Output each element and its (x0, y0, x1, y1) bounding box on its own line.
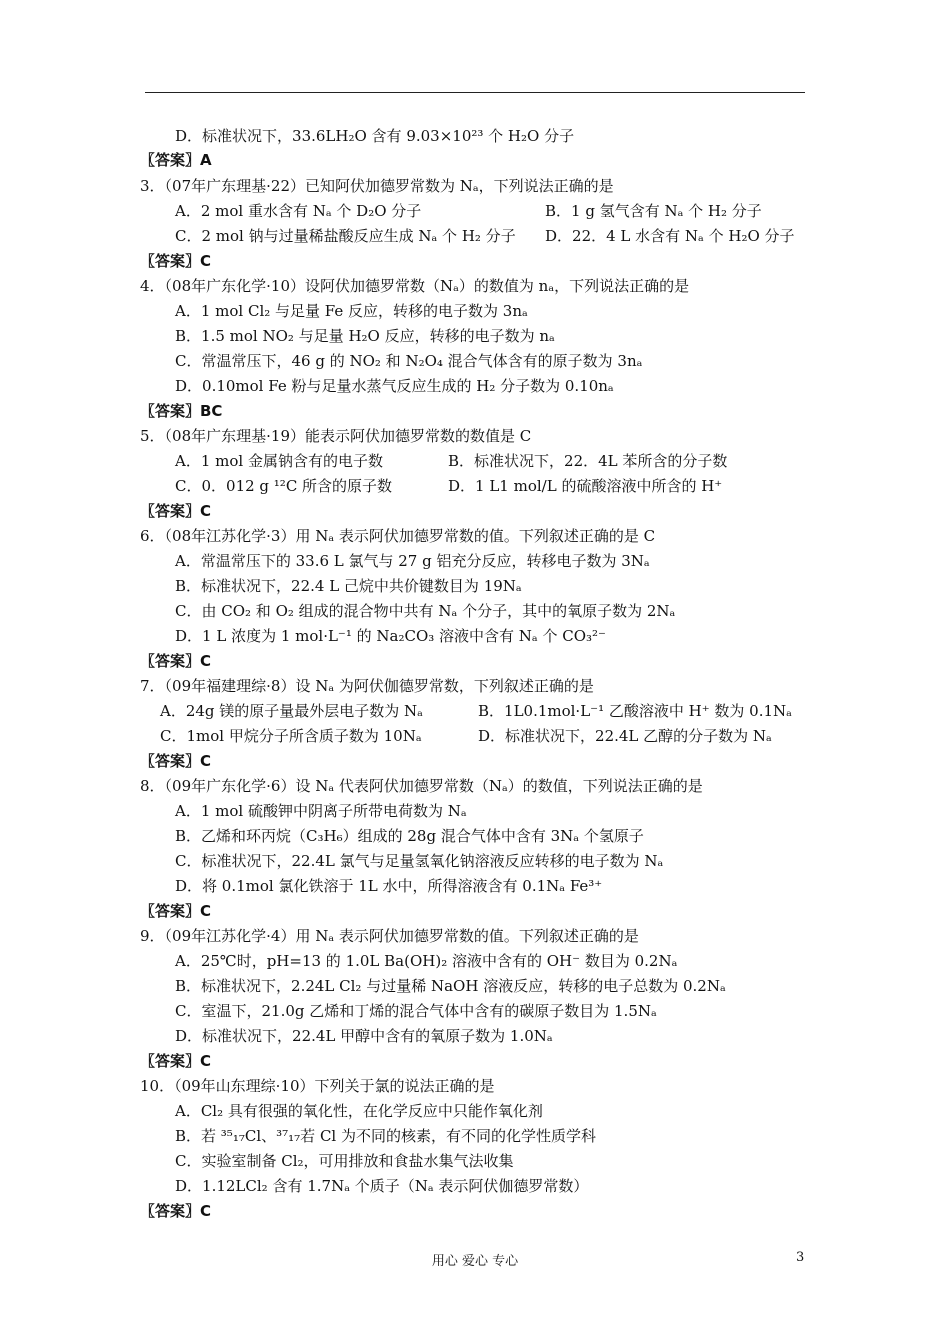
answer-line: 〖答案〗BC (140, 402, 223, 420)
text-line: D．标准状况下，22.4L 甲醇中含有的氧原子数为 1.0Nₐ (175, 1027, 553, 1045)
text-line: D．1.12LCl₂ 含有 1.7Nₐ 个质子（Nₐ 表示阿伏伽德罗常数） (175, 1177, 589, 1195)
text-line: D．1 L 浓度为 1 mol·L⁻¹ 的 Na₂CO₃ 溶液中含有 Nₐ 个 CO₃²⁻ (175, 627, 606, 645)
text-line: B．标准状况下，22.4 L 己烷中共价键数目为 19Nₐ (175, 577, 522, 595)
text-line: A．1 mol Cl₂ 与足量 Fe 反应，转移的电子数为 3nₐ (175, 302, 528, 320)
text-line: B．标准状况下，2.24L Cl₂ 与过量稀 NaOH 溶液反应，转移的电子总数为 0.2Nₐ (175, 977, 726, 995)
text-line: D．0.10mol Fe 粉与足量水蒸气反应生成的 H₂ 分子数为 0.10nₐ (175, 377, 614, 395)
answer-line: 〖答案〗C (140, 252, 212, 270)
text-line: C．1mol 甲烷分子所含质子数为 10Nₐ (160, 727, 422, 745)
text-line: C．实验室制备 Cl₂，可用排放和食盐水集气法收集 (175, 1152, 514, 1170)
text-line: D．将 0.1mol 氯化铁溶于 1L 水中，所得溶液含有 0.1Nₐ Fe³⁺ (175, 877, 603, 895)
text-line: A．24g 镁的原子量最外层电子数为 Nₐ (160, 702, 423, 720)
answer-line: 〖答案〗C (140, 652, 212, 670)
text-line: B．若 ³⁵₁₇Cl、³⁷₁₇若 Cl 为不同的核素，有不同的化学性质学科 (175, 1127, 596, 1145)
text-line: B．1L0.1mol·L⁻¹ 乙酸溶液中 H⁺ 数为 0.1Nₐ (478, 702, 792, 720)
text-line: C．2 mol 钠与过量稀盐酸反应生成 Nₐ 个 H₂ 分子 (175, 227, 516, 245)
text-line: 9．（09年江苏化学·4）用 Nₐ 表示阿伏加德罗常数的值。下列叙述正确的是 (140, 927, 639, 945)
text-line: B．乙烯和环丙烷（C₃H₆）组成的 28g 混合气体中含有 3Nₐ 个氢原子 (175, 827, 644, 845)
text-line: 6．（08年江苏化学·3）用 Nₐ 表示阿伏加德罗常数的值。下列叙述正确的是 C (140, 527, 656, 545)
text-line: B．1.5 mol NO₂ 与足量 H₂O 反应，转移的电子数为 nₐ (175, 327, 555, 345)
text-line: D．标准状况下，33.6LH₂O 含有 9.03×10²³ 个 H₂O 分子 (175, 127, 575, 145)
text-line: B．标准状况下，22．4L 苯所含的分子数 (448, 452, 728, 470)
text-line: 5．（08年广东理基·19）能表示阿伏加德罗常数的数值是 C (140, 427, 532, 445)
text-line: C．常温常压下，46 g 的 NO₂ 和 N₂O₄ 混合气体含有的原子数为 3nₐ (175, 352, 643, 370)
text-line: 10．（09年山东理综·10）下列关于氯的说法正确的是 (140, 1077, 495, 1095)
text-line: C．由 CO₂ 和 O₂ 组成的混合物中共有 Nₐ 个分子，其中的氧原子数为 2Nₐ (175, 602, 676, 620)
text-line: A．25℃时，pH=13 的 1.0L Ba(OH)₂ 溶液中含有的 OH⁻ 数目为 0.2Nₐ (175, 952, 678, 970)
text-line: D．标准状况下，22.4L 乙醇的分子数为 Nₐ (478, 727, 772, 745)
text-line: A．常温常压下的 33.6 L 氯气与 27 g 铝充分反应，转移电子数为 3Nₐ (175, 552, 650, 570)
answer-line: 〖答案〗C (140, 902, 212, 920)
text-line: D．22．4 L 水含有 Nₐ 个 H₂O 分子 (545, 227, 795, 245)
text-line: 7．（09年福建理综·8）设 Nₐ 为阿伏伽德罗常数，下列叙述正确的是 (140, 677, 594, 695)
text-line: B．1 g 氢气含有 Nₐ 个 H₂ 分子 (545, 202, 762, 220)
text-line: C．标准状况下，22.4L 氯气与足量氢氧化钠溶液反应转移的电子数为 Nₐ (175, 852, 664, 870)
text-line: A．1 mol 金属钠含有的电子数 (175, 452, 383, 470)
answer-line: 〖答案〗A (140, 151, 212, 169)
text-line: D．1 L1 mol/L 的硫酸溶液中所含的 H⁺ (448, 477, 723, 495)
text-line: C．0．012 g ¹²C 所含的原子数 (175, 477, 393, 495)
text-line: A．1 mol 硫酸钾中阴离子所带电荷数为 Nₐ (175, 802, 467, 820)
text-line: A．2 mol 重水含有 Nₐ 个 D₂O 分子 (175, 202, 422, 220)
text-line: A．Cl₂ 具有很强的氧化性，在化学反应中只能作氧化剂 (175, 1102, 543, 1120)
answer-line: 〖答案〗C (140, 1052, 212, 1070)
answer-line: 〖答案〗C (140, 502, 212, 520)
answer-line: 〖答案〗C (140, 752, 212, 770)
page-number: 3 (796, 1250, 805, 1265)
text-line: C．室温下，21.0g 乙烯和丁烯的混合气体中含有的碳原子数目为 1.5Nₐ (175, 1002, 657, 1020)
text-line: 4．（08年广东化学·10）设阿伏加德罗常数（Nₐ）的数值为 nₐ，下列说法正确的是 (140, 277, 690, 295)
answer-line: 〖答案〗C (140, 1202, 212, 1220)
text-line: 3．（07年广东理基·22）已知阿伏加德罗常数为 Nₐ，下列说法正确的是 (140, 177, 614, 195)
footer-slogan: 用心 爱心 专心 (431, 1254, 519, 1269)
text-line: 8．（09年广东化学·6）设 Nₐ 代表阿伏加德罗常数（Nₐ）的数值，下列说法正确的是 (140, 777, 703, 795)
header-rule (145, 92, 805, 93)
